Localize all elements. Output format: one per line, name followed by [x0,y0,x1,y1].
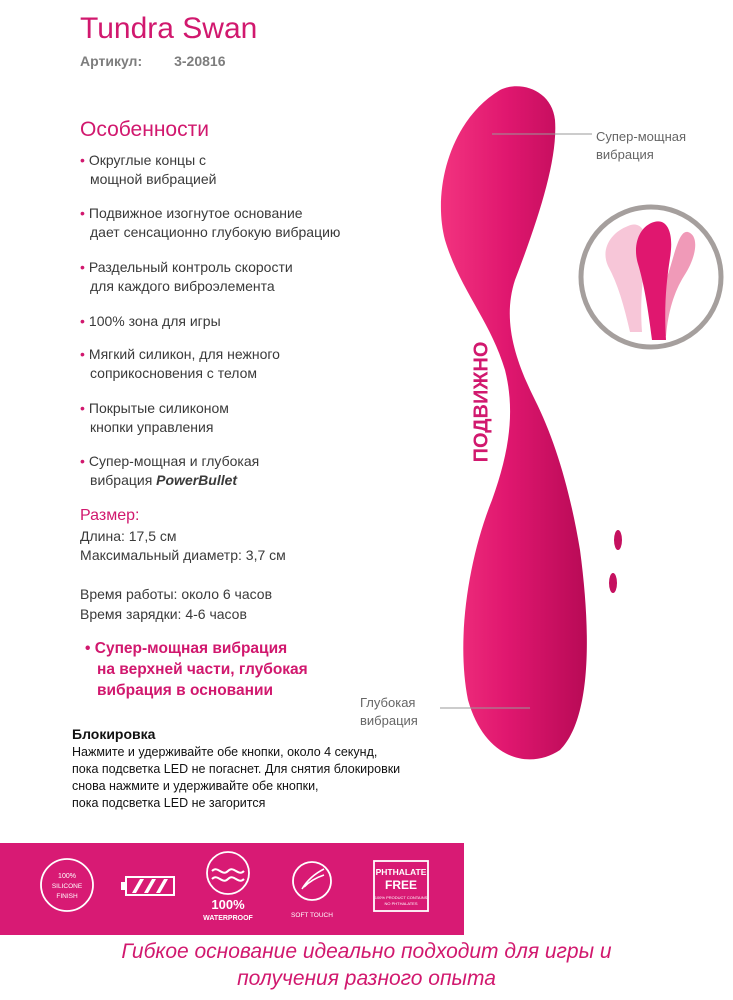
tagline: Гибкое основание идеально подходит для игры и получения разного опыта [121,940,612,990]
svg-text:100% PRODUCT CONTAINS: 100% PRODUCT CONTAINS [374,895,428,900]
phthalate-free-icon [372,859,430,919]
sku-label: Артикул: [80,53,143,69]
waterproof-icon [198,849,258,929]
vertical-label [462,338,502,466]
feature-item: • Супер-мощная и глубокая вибрация PowerBullet [80,453,260,488]
silicone-badge-icon [38,856,96,914]
sku-line [80,53,226,69]
svg-text:PHTHALATE: PHTHALATE [375,867,427,877]
battery-icon [120,873,178,899]
svg-text:NO PHTHALATES: NO PHTHALATES [384,901,418,906]
runtime: Время работы: около 6 часов [80,586,273,602]
svg-text:WATERPROOF: WATERPROOF [203,915,253,922]
flex-detail-inset [578,204,724,350]
sku-value: 3-20816 [174,53,226,69]
lock-text: Нажмите и удерживайте обе кнопки, около 4 секунд, пока подсветка LED не погаснет. Для снятия блокировки снова нажмите и удерживайте обе кнопки, пока подсветка LED не загорится [72,745,401,810]
feature-item: • Раздельный контроль скорости для каждого виброэлемента [80,259,293,294]
charge-time: Время зарядки: 4-6 часов [80,606,247,622]
product-title: Tundra Swan [80,12,258,45]
callout-bottom: Глубокая вибрация [360,695,418,728]
size-diameter: Максимальный диаметр: 3,7 см [80,547,286,563]
highlight-text: • Супер-мощная вибрация на верхней части, глубокая вибрация в основании [85,640,308,699]
svg-text:SILICONE: SILICONE [51,883,83,890]
svg-text:ПОДВИЖНО: ПОДВИЖНО [470,341,493,463]
svg-text:100%: 100% [211,897,245,912]
lock-heading: Блокировка [72,726,156,742]
svg-text:SOFT TOUCH: SOFT TOUCH [291,912,333,919]
feature-item: • Подвижное изогнутое основание дает сенсационно глубокую вибрацию [80,205,341,240]
feature-item: • Мягкий силикон, для нежного соприкосновения с телом [80,346,280,381]
feature-item: • Округлые концы с мощной вибрацией [80,152,217,187]
size-length: Длина: 17,5 см [80,528,177,544]
feature-item: • Покрытые силиконом кнопки управления [80,400,229,435]
svg-text:FINISH: FINISH [56,893,78,900]
soft-touch-icon [280,857,344,927]
callout-top: Супер-мощная вибрация [596,129,687,162]
svg-text:FREE: FREE [384,878,418,892]
svg-text:100%: 100% [58,873,76,880]
size-heading: Размер: [80,507,140,524]
badge-band [0,843,464,935]
feature-item: • 100% зона для игры [80,313,221,329]
features-heading: Особенности [80,118,209,141]
